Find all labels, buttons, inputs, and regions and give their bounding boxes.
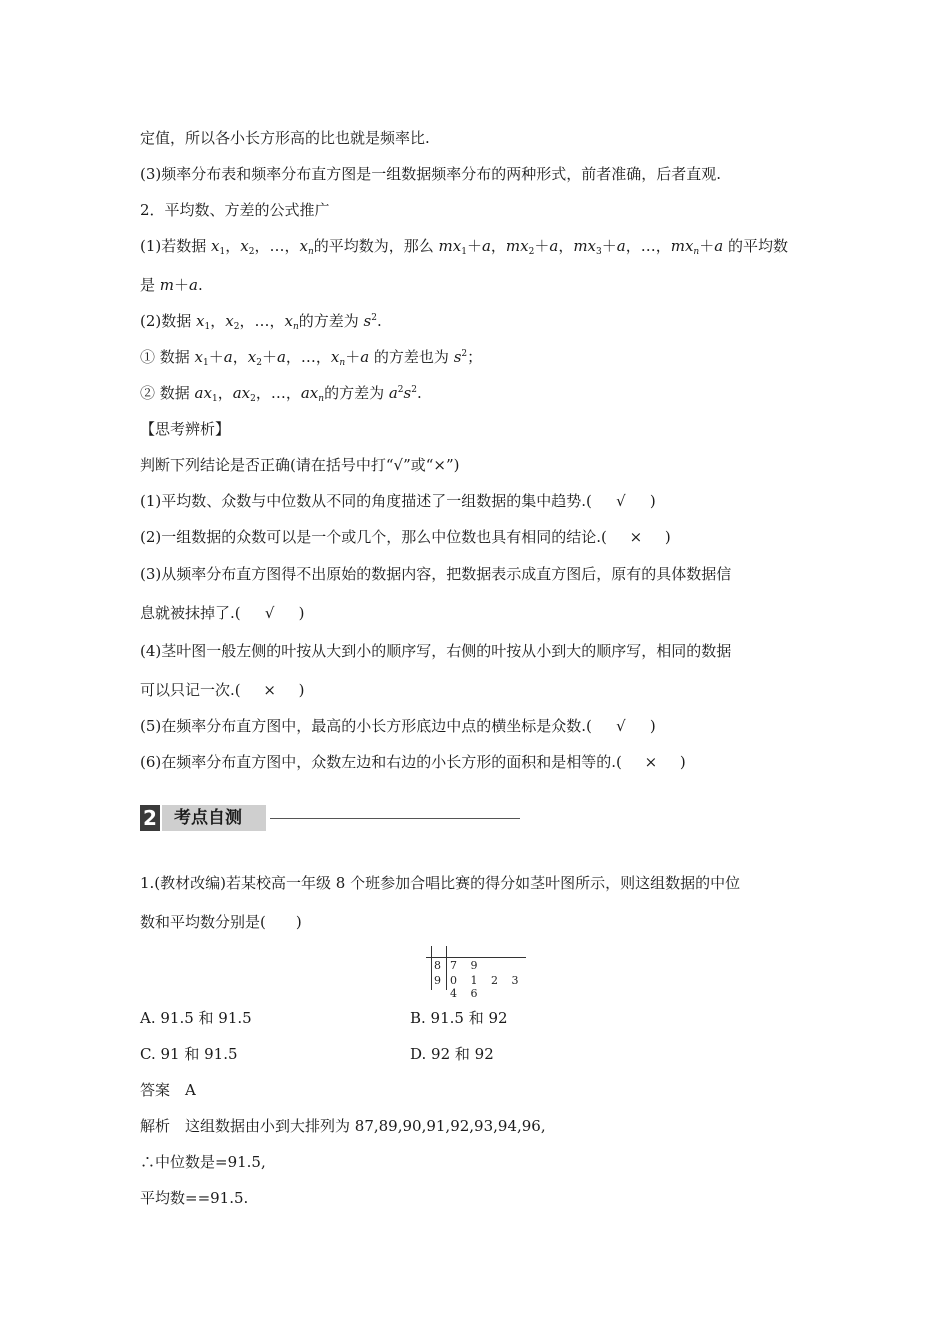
stem-value: 9 <box>434 974 441 987</box>
option-b: B. 91.5 和 92 <box>410 1009 508 1027</box>
plot-rule <box>431 946 432 990</box>
formula-mid: 的方差为 <box>298 312 359 330</box>
judgement-item: (6)在频率分布直方图中，众数左边和右边的小长方形的面积和是相等的.( × ) <box>140 753 686 771</box>
question-text: 数和平均数分别是( ) <box>140 913 302 931</box>
section-number: 2 <box>140 805 160 831</box>
section-rule <box>270 818 520 819</box>
option-a: A. 91.5 和 91.5 <box>140 1009 252 1027</box>
option-c: C. 91 和 91.5 <box>140 1045 238 1063</box>
text-line: 定值，所以各小长方形高的比也就是频率比. <box>140 129 430 147</box>
option-d: D. 92 和 92 <box>410 1045 494 1063</box>
judgement-item: (3)从频率分布直方图得不出原始的数据内容，把数据表示成直方图后，原有的具体数据信 <box>140 565 732 583</box>
question-text: 1.(教材改编)若某校高一年级 8 个班参加合唱比赛的得分如茎叶图所示，则这组数据的中位 <box>140 874 741 892</box>
section-header <box>140 805 540 831</box>
judgement-item: (5)在频率分布直方图中，最高的小长方形底边中点的横坐标是众数.( √ ) <box>140 717 656 735</box>
mean-line: 平均数==91.5. <box>140 1189 249 1207</box>
leaf-values: 0 1 2 3 4 6 <box>450 974 524 1000</box>
judgement-item: (1)平均数、众数与中位数从不同的角度描述了一组数据的集中趋势.( √ ) <box>140 492 656 510</box>
stem-value: 8 <box>434 959 441 972</box>
subheading: 【思考辨析】 <box>140 420 231 438</box>
formula-prefix: (2)数据 <box>140 312 192 330</box>
leaf-values: 7 9 <box>450 959 483 972</box>
judgement-item: (4)茎叶图一般左侧的叶按从大到小的顺序写，右侧的叶按从小到大的顺序写，相同的数据 <box>140 642 732 660</box>
subheading: 2．平均数、方差的公式推广 <box>140 201 330 219</box>
formula-line: 是 m＋a. <box>140 276 203 294</box>
section-title: 考点自测 <box>174 808 242 828</box>
answer: 答案 A <box>140 1081 196 1099</box>
plot-rule <box>446 946 447 990</box>
judgement-item: 可以只记一次.( × ) <box>140 681 305 699</box>
formula-line: ① 数据 $x_1+a$，$x_2+a$，…，$x_n+a$ 的方差也为 $s^2$； <box>140 348 483 368</box>
median-line: ∴中位数是=91.5, <box>140 1153 266 1171</box>
judgement-item: (2)一组数据的众数可以是一个或几个，那么中位数也具有相同的结论.( × ) <box>140 528 671 546</box>
formula-line: (1)若数据 $x_1$，$x_2$，…，$x_n$的平均数为，那么 $mx_1+a$，$mx_2+a$，$mx_3+a$，…，$mx_n+a$ 的平均数 <box>140 237 788 257</box>
formula-line: (2)数据 $x_1$，$x_2$，…，$x_n$的方差为 $s^2$. <box>140 312 382 332</box>
formula-line: ② 数据 $ax_1$，$ax_2$，…，$ax_n$的方差为 $a^2s^2$. <box>140 384 422 404</box>
text-line: (3)频率分布表和频率分布直方图是一组数据频率分布的两种形式，前者准确，后者直观. <box>140 165 722 183</box>
analysis: 解析 这组数据由小到大排列为 87,89,90,91,92,93,94,96, <box>140 1117 546 1135</box>
text-line: 判断下列结论是否正确(请在括号中打“√”或“×”) <box>140 456 460 474</box>
plot-rule <box>426 957 526 958</box>
stem-leaf-plot <box>426 946 526 1000</box>
judgement-item: 息就被抹掉了.( √ ) <box>140 604 305 622</box>
